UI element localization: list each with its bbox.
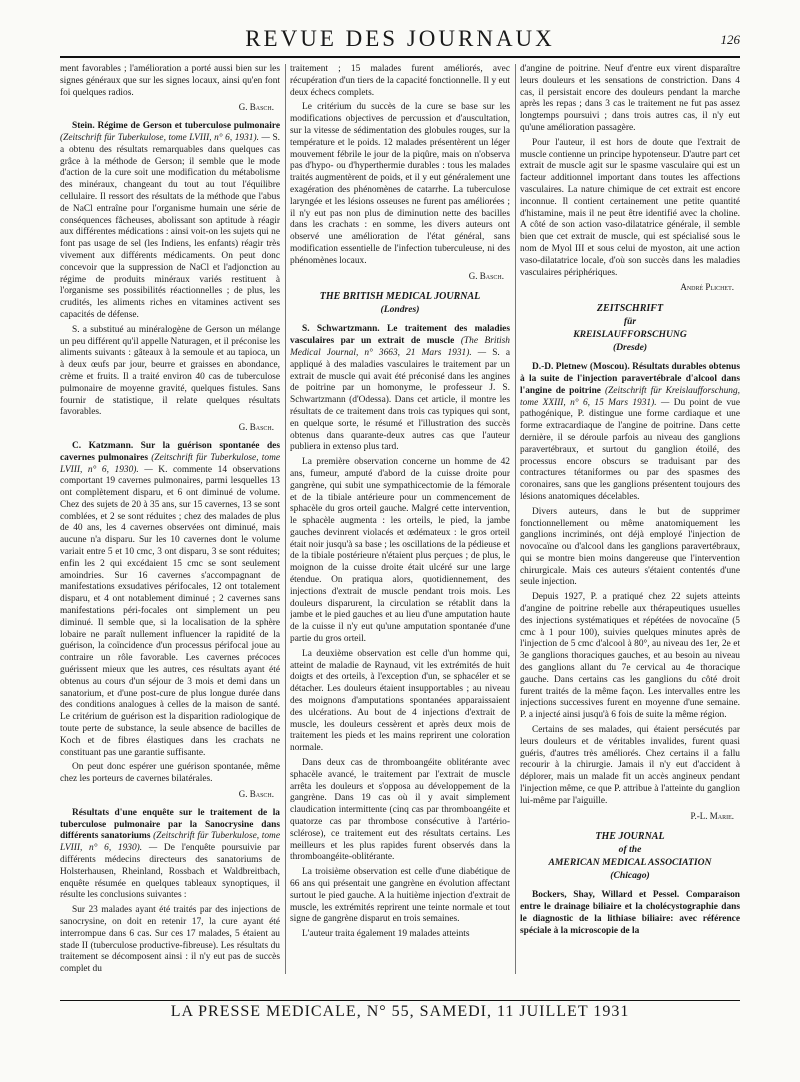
review-entry	[520, 890, 740, 937]
paragraph: ment favorables ; l'amélioration a porté aussi bien sur les signes généraux que sur les signes locaux, ainsi qu'en font foi quelques radios.	[60, 64, 280, 98]
author-signature: G. Basch.	[238, 789, 274, 800]
paragraph: d'angine de poitrine. Neuf d'entre eux virent disparaître leurs douleurs et les sensations de constriction. Dans 4 cas, il persistait encore des douleurs pendant la marche après les repas ; dans 3 cas le traitement ne fut pas assez longtemps poursuivi ; dans trois autres cas, il n'y eut qu'une amélioration passagère.	[520, 64, 740, 133]
review-title: D.-D. Pletnew (Moscou). Résultats durables obtenus à la suite de l'injection paravertébrale d'alcool dans l'angine de poitrine	[520, 362, 740, 396]
review-entry	[60, 121, 280, 322]
column-divider	[285, 64, 286, 974]
author-signature: G. Basch.	[238, 422, 274, 433]
author-signature: André Plichet.	[680, 282, 734, 293]
journal-section-title-2: AMERICAN MEDICAL ASSOCIATION	[548, 857, 712, 869]
journal-section-city: (Londres)	[380, 304, 420, 316]
author-signature: G. Basch.	[238, 102, 274, 113]
paragraph: Sur 23 malades ayant été traités par des injections de sanocrysine, on doit en retenir 17, la cure ayant été interrompue dans 6 cas. Sur ces 17 malades, 5 étaient au stade II (tuberculose productive-fibreuse). Les résultats du traitement se décomposent ainsi : il n'y eut pas de succès complet du	[60, 905, 280, 974]
review-entry	[60, 441, 280, 760]
paragraph: S. a obtenu des résultats remarquables dans quelques cas grâce à la méthode de Gerson; il semble que le mode d'action de la cure soit une modification du métabolisme des minéraux, changeant du tout au tout l'équilibre cellulaire. Il ressort des résultats de la méthode que l'abus de NaCl entraîne pour l'organisme humain une série de conséquences fâcheuses, abolissant son aptitude à réagir aux différentes médications : ainsi voit-on les sujets qui ne font pas usage de sel (les Indiens, les enfants) réagir très vivement aux différents médicaments. On peut donc concevoir que la suppression de NaCl et l'adjonction au régime de produits minéraux variés restituent à l'organisme ses possibilités réactionnelles ; de plus, les crudités, les aliments riches en vitamines activent ses capacités de défense.	[60, 132, 280, 320]
paragraph: La troisième observation est celle d'une diabétique de 66 ans qui présentait une gangrène en évolution affectant surtout le pied gauche. A la huitième injection d'extrait de muscle, les extrémités reprirent une teinte normale et tout signe de gangrène disparut en trois semaines.	[290, 867, 510, 925]
journal-section-title: THE BRITISH MEDICAL JOURNAL	[319, 291, 481, 303]
review-title: Bockers, Shay, Willard et Pessel. Comparaison entre le drainage biliaire et la cholécystographie dans le diagnostic de la lithiase biliaire: avec référence spéciale à la microscopie de la	[520, 890, 740, 936]
paragraph: traitement ; 15 malades furent améliorés, avec récupération d'un tiers de la capacité fonctionnelle. Il y eut deux échecs complets.	[290, 64, 510, 98]
column-2	[290, 64, 510, 974]
author-signature: P.-L. Marie.	[690, 810, 734, 821]
review-entry	[520, 362, 740, 504]
review-title: Stein. Régime de Gerson et tuberculose pulmonaire	[72, 121, 280, 132]
review-title: S. Schwartzmann. Le traitement des maladies vasculaires par un extrait de muscle	[290, 324, 510, 347]
article-columns	[60, 64, 740, 974]
page-footer	[60, 1000, 740, 1023]
paragraph: K. commente 14 observations comportant 19 cavernes pulmonaires, parmi lesquelles 13 ont complètement disparu, et 6 ont diminué de volume. Chez des sujets de 20 à 35 ans, sur 15 cavernes, 13 se sont comblées, et 2 se sont réduites ; chez des malades de plus de 40 ans, les 4 cavernes observées ont diminué, mais aucune n'a disparu. Sur les 10 cavernes dont le volume variait entre 5 et 10 cmc, 3 ont disparu, 3 se sont réduites; enfin les 2 qui excédaient 15 cmc se sont seulement amoindries. Sur 16 cavernes s'accompagnant de manifestations exsudatives périfocales, 12 ont totalement disparu, et 4 ont notablement diminué ; 2 cavernes sans manifestations péri-focales ont simplement un peu diminué. Il semble que, si la localisation de la sphère lobaire ne paraît nullement influencer la rapidité de la guérison, la coïncidence d'un processus périfocal joue au contraire un rôle favorable. Les cavernes précoces guérissent mieux que les autres, ces résultats ayant été obtenus au cours d'un séjour de 3 mois et demi dans un sanatorium, et d'une post-cure de plus longue durée dans des conditions analogues à celles de la maison de santé. Le critérium de guérison est la disparition radiologique de toute perte de substance, la seule absence de bacilles de Koch et de fibres élastiques dans les crachats ne constituant pas une garantie suffisante.	[60, 464, 280, 758]
review-source: (Zeitschrift für Tuberkulose, tome LVIII, n° 6, 1931). —	[60, 132, 270, 143]
review-entry	[290, 324, 510, 454]
journal-section-city: (Chicago)	[610, 870, 650, 882]
journal-section-city: (Dresde)	[612, 342, 648, 354]
journal-title: REVUE DES JOURNAUX	[245, 26, 555, 51]
review-title: Résultats d'une enquête sur le traitement de la tuberculose pulmonaire par la Sanocrysine dans différents sanatoriums	[60, 807, 280, 842]
review-source: (Zeitschrift für Kreislaufforschung, tome XXIII, n° 6, 15 Mars 1931). —	[520, 385, 740, 408]
paragraph: S. a substitué au minéralogène de Gerson un mélange un peu différent qu'il appelle Naturagen, et il préconise les aliments suivants : gâteaux à la semoule et au tapioca, un à deux œufs par jour, beurre et graisses en abondance, crème et fruits. Il a traité environ 40 cas de tuberculose pulmonaire de moyenne gravité, quelques fistules. Sans fournir de statistique, il relate quelques résultats favorables.	[60, 324, 280, 418]
paragraph: Du point de vue pathogénique, P. distingue une forme cardiaque et une forme extracardiaque de l'angine de poitrine. Dans cette dernière, il se déroule parfois au niveau des ganglions paravertébraux, et surtout du ganglion étoilé, des processus encore obscurs se traduisant par des contractures tétaniformes ou par des spasmes des coronaires, sans que les ganglions présentent toujours des lésions anatomiques décelables.	[520, 397, 740, 502]
paragraph: La deuxième observation est celle d'un homme qui, atteint de maladie de Raynaud, vit les extrémités de huit doigts et des orteils, à l'exception d'un, se sphacéler et se détacher. Les douleurs étaient insupportables ; au niveau des moignons d'amputations spontanées apparaissaient des ulcérations. Au bout de 4 injections d'extrait de muscle, les douleurs cessèrent et après deux mois de traitement les pieds et les mains reprirent une coloration normale.	[290, 648, 510, 754]
journal-section-title-2: KREISLAUFFORSCHUNG	[573, 329, 687, 341]
paragraph: Pour l'auteur, il est hors de doute que l'extrait de muscle contienne un principe hypotenseur. D'autre part cet extrait de muscle agit sur le spasme vasculaire qui est un facteur additionnel important dans toutes les affections vasculaires. La nature chimique de cet extrait est encore inconnue. Il contient certainement une petite quantité d'histamine, mais il ne peut être identifié avec la choline. A côté de son action vaso-dilatatrice générale, il semble bien que cet extrait de muscle, qui est spécialisé sous le nom de Myol III et sous celui de myoston, ait une action vaso-dilatatrice locale, d'où son succès dans les maladies vasculaires périphériques.	[520, 137, 740, 278]
paragraph: Certains de ses malades, qui étaient persécutés par leurs douleurs et de véritables invalides, furent quasi guéris, d'autres très améliorés. Chez certains il a fallu recourir à la chirurgie. Jamais il n'y eut d'accident à déplorer, mais un malade fit un accès angineux pendant l'injection même, ce que P. attribue à l'atteinte du ganglion lui-même par l'aiguille.	[520, 725, 740, 806]
paragraph: L'auteur traita également 19 malades atteints	[302, 929, 470, 940]
journal-section-title: ZEITSCHRIFT	[596, 303, 664, 315]
column-3	[520, 64, 740, 974]
page-header	[60, 26, 740, 58]
review-source: (Zeitschrift für Tuberkulose, tome LVIII, n° 6, 1930). —	[60, 831, 280, 854]
paragraph: On peut donc espérer une guérison spontanée, même chez les porteurs de cavernes bilatérales.	[60, 762, 280, 785]
journal-section-connector: für	[623, 316, 637, 328]
footer-publication-line: LA PRESSE MEDICALE, N° 55, SAMEDI, 11 JUILLET 1931	[170, 1003, 630, 1020]
page-number: 126	[720, 32, 740, 47]
column-divider	[515, 64, 516, 974]
paragraph: Le critérium du succès de la cure se base sur les modifications objectives de percussion et d'auscultation, sur la vitesse de sédimentation des globules rouges, sur la température et le poids. 12 malades présentèrent un léger mouvement fébrile le jour de la piqûre, mais on n'observa pas d'hypo- ou d'hyperthermie durables : tous les malades traités augmentèrent de poids, et il y eut généralement une exagération des phénomènes de catarrhe. La tuberculose laryngée et les lésions osseuses ne furent pas améliorées ; il n'y eut pas non plus de diminution nette des bacilles dans les crachats : en somme, les divers auteurs ont observé une amélioration de l'état général, sans modification essentielle de l'infection tuberculeuse, ni des phénomènes locaux.	[290, 102, 510, 266]
paragraph: La première observation concerne un homme de 42 ans, fumeur, amputé d'abord de la cuisse droite pour gangrène, qui subit une sympathicectomie de la fémorale et de la tibiale antérieure pour un commencement de sphacèle du gros orteil gauche. Malgré cette intervention, le sphacèle augmenta : les orteils, le pied, la jambe gauches devinrent violacés et œdémateux : le gros orteil était noir jusqu'à sa base ; les oscillations de la pédieuse et de la tibiale postérieure n'étaient plus perçues ; de plus, le moignon de la cuisse droite était ulcéré sur une large étendue. On pratiqua alors, quotidiennement, des injections d'extrait de muscle pendant trois mois. Les douleurs disparurent, la circulation se rétablit dans la jambe et le pied gauches et au lieu d'une amputation haute de la cuisse il n'y eut qu'une amputation spontanée d'une partie du gros orteil.	[290, 457, 510, 645]
review-entry	[60, 808, 280, 902]
author-signature: G. Basch.	[468, 270, 504, 281]
journal-section-connector: of the	[618, 844, 642, 856]
review-title: C. Katzmann. Sur la guérison spontanée des cavernes pulmonaires	[60, 440, 280, 463]
paragraph: Dans deux cas de thromboangéite oblitérante avec sphacèle avancé, le traitement par l'extrait de muscle arrêta les douleurs et s'opposa au développement de la gangrène. Dans 19 cas où il y avait simplement claudication intermittente (cinq cas par thromboangéite et quatorze cas par thrombose consécutive à l'artério-sclérose), ce traitement eut des résultats certains. Les meilleurs et les plus rapides furent observés dans la thromboangéite-oblitérante.	[290, 758, 510, 863]
review-source: (Zeitschrift für Tuberkulose, tome LVIII, n° 6, 1930). —	[60, 452, 280, 475]
journal-section-title: THE JOURNAL	[595, 831, 665, 843]
column-1	[60, 64, 280, 974]
review-source: (The British Medical Journal, n° 3663, 21 Mars 1931). —	[290, 336, 510, 358]
paragraph: Depuis 1927, P. a pratiqué chez 22 sujets atteints d'angine de poitrine rebelle aux thérapeutiques usuelles des injections systématiques et répétées de novocaïne (5 cmc à 1 pour 100), suivies quelques minutes après de l'injection de 5 cmc d'alcool à 80°, au niveau des 1er, 2e et 3e ganglions thoraciques gauches, et au besoin au niveau des ganglions allant du 7e cervical au 4e thoracique gauche. Dans certains cas les ganglions du côté droit furent traités de la même façon. Les intervalles entre les injections successives furent en moyenne d'une semaine. P. a injecté ainsi jusqu'à 6 fois de suite la même région.	[520, 592, 740, 721]
paragraph: Divers auteurs, dans le but de supprimer fonctionnellement ou même anatomiquement les ganglions incriminés, ont déjà employé l'injection de novocaïne ou d'alcool dans les ganglions paravertébraux, qui se montre bien moins dangereuse que l'intervention chirurgicale. Mais ces auteurs s'étaient contentés d'une seule injection.	[520, 506, 740, 588]
paragraph: De l'enquête poursuivie par différents médecins directeurs des sanatoriums de Holsterhausen, Rheinland, Rossbach et Waldbreitbach, enquête résumée en quelques tableaux synoptiques, il résulte les conclusions suivantes :	[60, 843, 280, 901]
paragraph: S. a appliqué à des maladies vasculaires le traitement par un extrait de muscle qui avait été préconisé dans les angines de poitrine par un homonyme, le professeur J. S. Schwartzmann (d'Odessa). Dans cet article, il montre les résultats de ce traitement dans trois cas typiques qui sont, en quelque sorte, le résumé et l'illustration des succès obtenus dans quarante-deux autres cas que l'auteur publiera in extenso plus tard.	[290, 347, 510, 453]
